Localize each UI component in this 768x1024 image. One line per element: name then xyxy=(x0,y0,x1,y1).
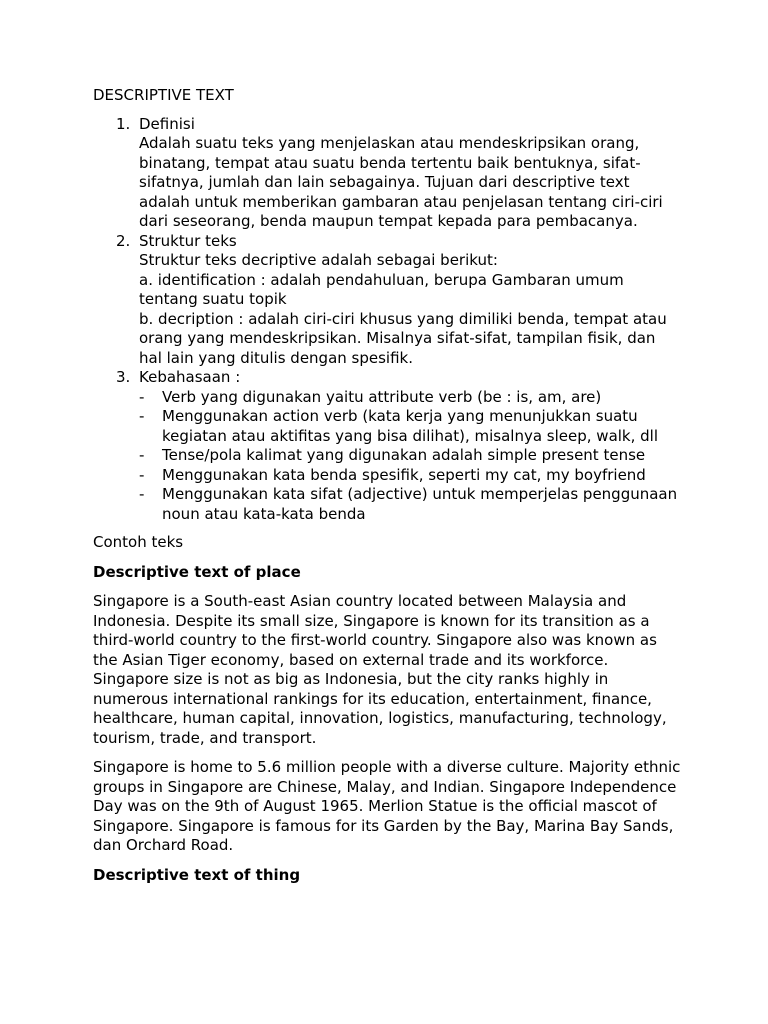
numbered-list xyxy=(93,115,683,525)
place-paragraph-2: Singapore is home to 5.6 million people with a diverse culture. Majority ethnic groups in Singapore are Chinese, Malay, and Indian. Singapore Independence Day was on the 9th of August 1965. Merlion Statue is the official mascot of Singapore. Singapore is famous for its Garden by the Bay, Marina Bay Sands, dan Orchard Road. xyxy=(93,758,681,854)
list-number: 2. xyxy=(116,231,131,250)
thing-heading: Descriptive text of thing xyxy=(93,865,301,884)
list-number: 1. xyxy=(116,114,131,133)
structure-item-a: a. identification : adalah pendahuluan, berupa Gambaran umum tentang suatu topik xyxy=(139,270,624,308)
list-item xyxy=(139,485,683,524)
list-number: 3. xyxy=(116,368,131,386)
bullet-text: Menggunakan kata sifat (adjective) untuk memperjelas penggunaan noun atau kata-kata benda xyxy=(162,485,678,523)
bullet-text: Verb yang digunakan yaitu attribute verb (be : is, am, are) xyxy=(162,387,602,406)
example-label: Contoh teks xyxy=(93,533,184,551)
list-item-struktur xyxy=(93,232,683,369)
dash-list xyxy=(139,388,683,525)
list-item xyxy=(139,388,683,408)
list-item-kebahasaan xyxy=(93,368,683,524)
dash-marker: - xyxy=(139,446,145,464)
place-heading: Descriptive text of place xyxy=(93,562,301,581)
list-item xyxy=(139,446,683,466)
list-item-definisi xyxy=(93,115,683,232)
section-heading: Struktur teks xyxy=(139,231,237,250)
structure-item-b: b. decription : adalah ciri-ciri khusus yang dimiliki benda, tempat atau orang yang mendeskripsikan. Misalnya sifat-sifat, tampilan fisik, dan hal lain yang ditulis dengan spesifik. xyxy=(139,309,667,367)
dash-marker: - xyxy=(139,485,145,503)
document-content xyxy=(93,86,683,885)
structure-intro: Struktur teks decriptive adalah sebagai berikut: xyxy=(139,251,498,269)
place-paragraph-1: Singapore is a South-east Asian country located between Malaysia and Indonesia. Despite its small size, Singapore is known for its transition as a third-world country to the first-world country. Singapore also was known as the Asian Tiger economy, based on external trade and its workforce. Singapore size is not as big as Indonesia, but the city ranks highly in numerous international rankings for its education, entertainment, finance, healthcare, human capital, innovation, logistics, manufacturing, technology, tourism, trade, and transport. xyxy=(93,592,667,747)
dash-marker: - xyxy=(139,387,145,406)
definition-text: Adalah suatu teks yang menjelaskan atau mendeskripsikan orang, binatang, tempat atau suatu benda tertentu baik bentuknya, sifat-sifatnya, jumlah dan lain sebagainya. Tujuan dari descriptive text adalah untuk memberikan gambaran atau penjelasan tentang ciri-ciri dari seseorang, benda maupun tempat kepada para pembacanya. xyxy=(139,134,663,230)
document-title: DESCRIPTIVE TEXT xyxy=(93,86,234,104)
bullet-text: Menggunakan action verb (kata kerja yang menunjukkan suatu kegiatan atau aktifitas yang bisa dilihat), misalnya sleep, walk, dll xyxy=(162,407,659,445)
section-heading: Kebahasaan : xyxy=(139,368,241,386)
dash-marker: - xyxy=(139,407,145,425)
dash-marker: - xyxy=(139,465,145,484)
bullet-text: Menggunakan kata benda spesifik, seperti my cat, my boyfriend xyxy=(162,465,646,484)
bullet-text: Tense/pola kalimat yang digunakan adalah simple present tense xyxy=(162,446,646,464)
section-heading: Definisi xyxy=(139,114,195,133)
list-item xyxy=(139,407,683,446)
list-item xyxy=(139,466,683,486)
